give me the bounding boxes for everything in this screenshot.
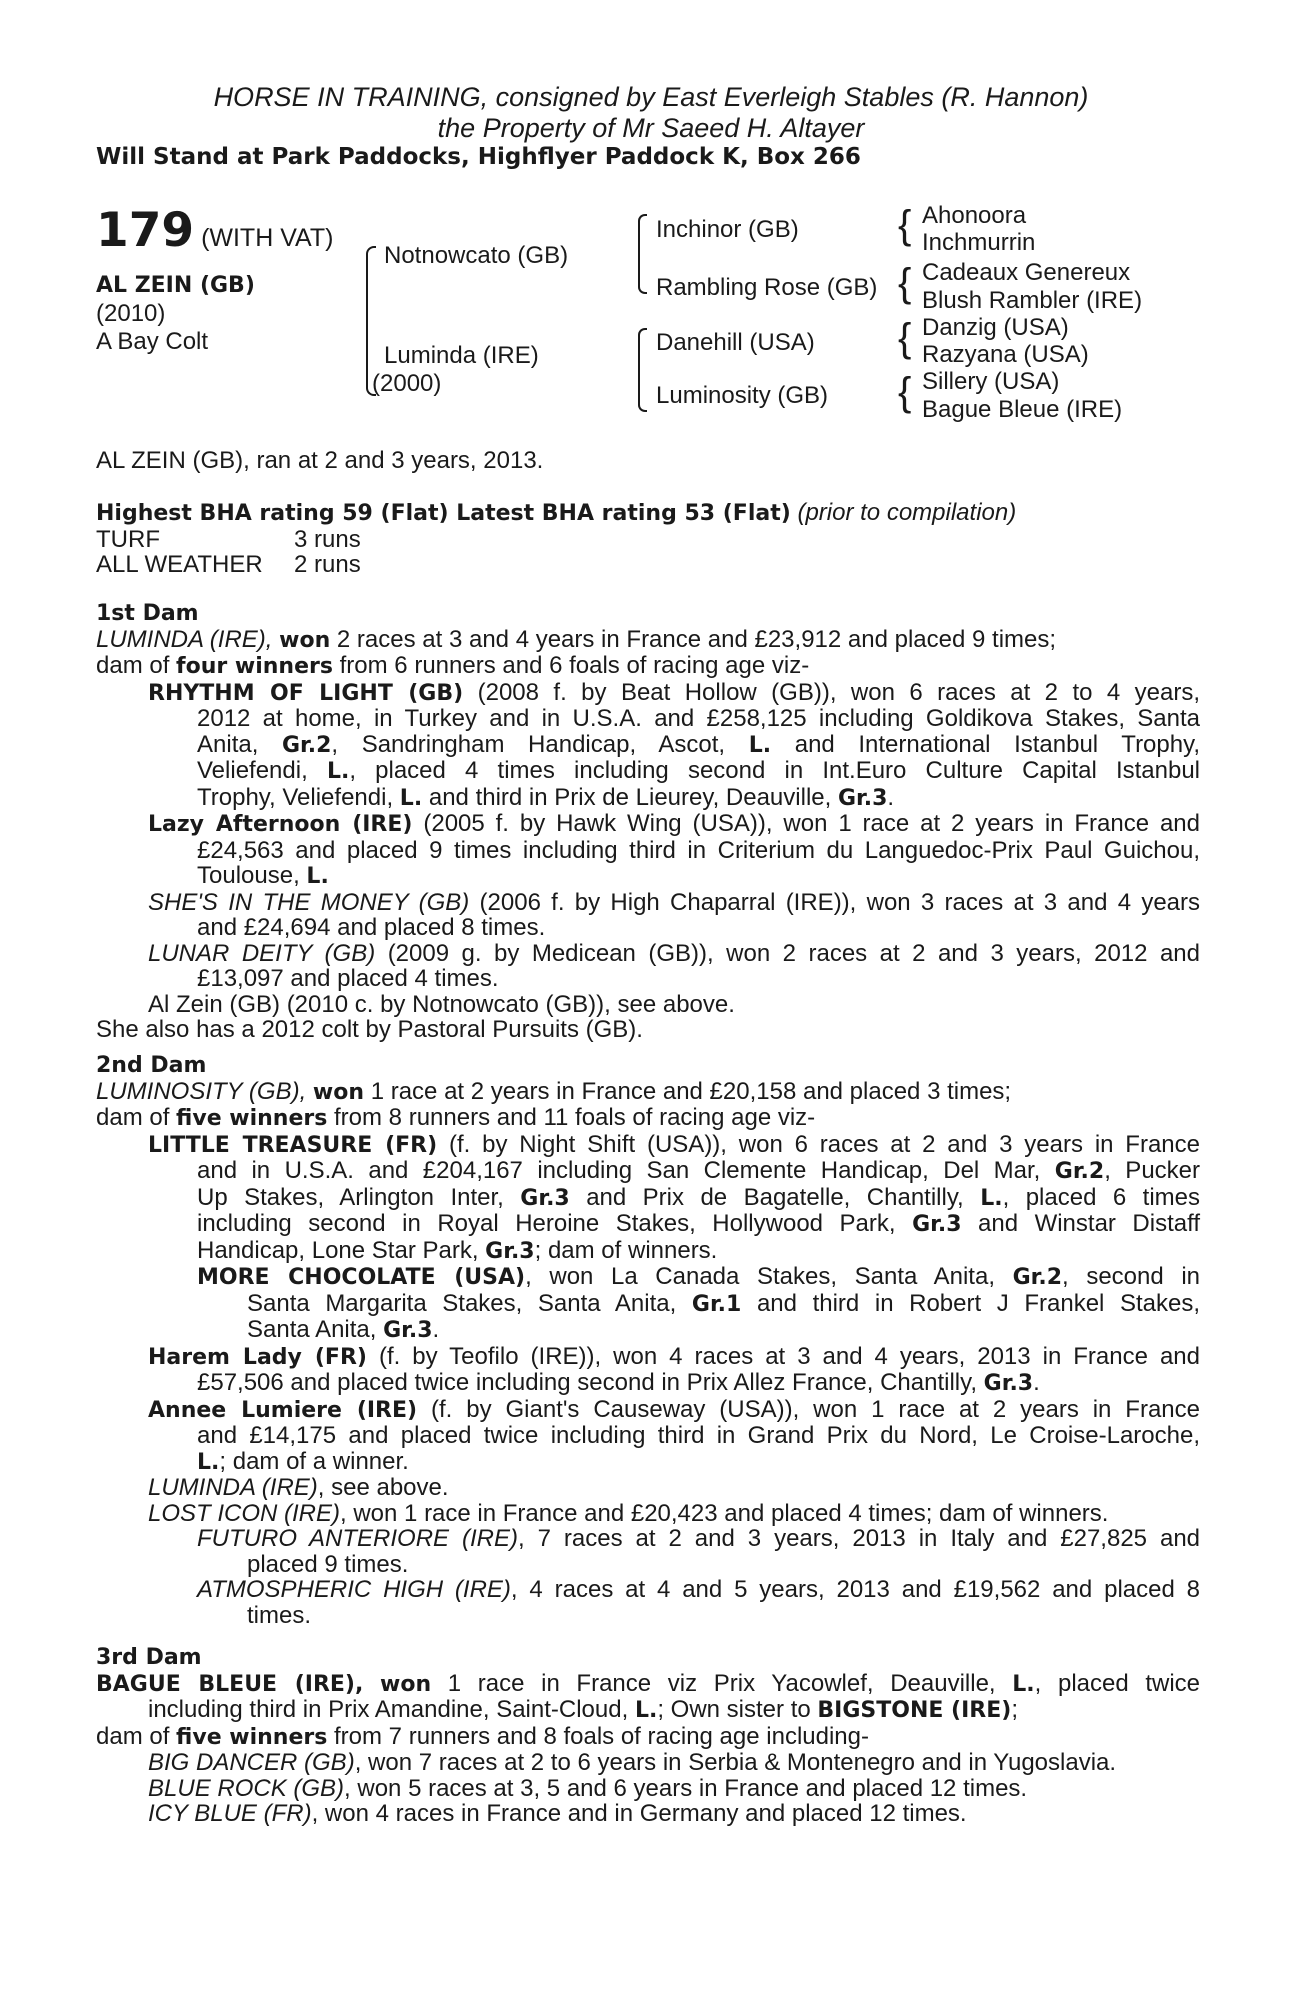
progeny-entry: LOST ICON (IRE), won 1 race in France and £20,423 and placed 4 times; dam of winners. — [148, 1499, 1109, 1527]
progeny-entry: SHE'S IN THE MONEY (GB) (2006 f. by High Chaparral (IRE)), won 3 races at 3 and 4 years — [148, 888, 1201, 916]
pedigree-ggp-2: Inchmurrin — [922, 229, 1036, 256]
ggp-bracket-4: { — [898, 370, 912, 414]
pedigree-ggp-8: Bague Bleue (IRE) — [922, 396, 1123, 423]
pedigree-ggp-5: Danzig (USA) — [922, 314, 1069, 341]
progeny-entry: BIG DANCER (GB), won 7 races at 2 to 6 years in Serbia & Montenegro and in Yugoslavia. — [148, 1749, 1117, 1776]
progeny-entry: RHYTHM OF LIGHT (GB) (2008 f. by Beat Hollow (GB)), won 6 races at 2 to 4 years, — [148, 678, 1201, 706]
ggp-bracket-1: { — [898, 203, 912, 247]
progeny-entry: LUMINDA (IRE), see above. — [148, 1474, 449, 1501]
pedigree-ggp-7: Sillery (USA) — [922, 368, 1060, 395]
progeny-entry: Harem Lady (FR) (f. by Teofilo (IRE)), won 4 races at 3 and 4 years, 2013 in France and — [148, 1342, 1201, 1370]
progeny-entry: Annee Lumiere (IRE) (f. by Giant's Causeway (USA)), won 1 race at 2 years in France — [148, 1395, 1200, 1423]
progeny-entry: MORE CHOCOLATE (USA), won La Canada Stakes, Santa Anita, Gr.2, second in — [197, 1263, 1200, 1290]
progeny-entry: FUTURO ANTERIORE (IRE), 7 races at 2 and 3 years, 2013 in Italy and £27,825 and — [197, 1525, 1201, 1552]
pedigree-gp-3: Danehill (USA) — [656, 329, 815, 356]
horse-description: A Bay Colt — [96, 328, 209, 355]
progeny-entry: Lazy Afternoon (IRE) (2005 f. by Hawk Wing (USA)), won 1 race at 2 years in France and — [148, 810, 1201, 837]
ggp-bracket-3: { — [898, 316, 912, 360]
section-heading: 3rd Dam — [96, 1645, 202, 1670]
stand-location: Will Stand at Park Paddocks, Highflyer Paddock K, Box 266 — [96, 144, 861, 170]
section-heading: 2nd Dam — [96, 1053, 207, 1078]
ratings-block — [96, 500, 1200, 578]
pedigree-ggp-3: Cadeaux Genereux — [922, 259, 1131, 286]
dam-parents-bracket — [638, 328, 647, 412]
lot-number: 179 — [96, 203, 195, 258]
sire-parents-bracket — [638, 214, 647, 294]
pedigree-sire: Notnowcato (GB) — [384, 242, 569, 269]
second-dam-section: 2nd Dam LUMINOSITY (GB), won 1 race at 2 years in France and £20,158 and placed 3 times; dam of five winners from 8 runners and 11 foals of racing age viz- LITTLE TREASURE (FR) (f. by Night Shift (USA)), won 6 races at 2 and 3 years in France and in U.S.A. and £204,167 including San Clemente Handicap, Del Mar, Gr.2, Pucker Up Stakes, Arlington Inter, Gr.3 and Prix de Bagatelle, Chantilly, L., placed 6 times including second in Royal Heroine Stakes, Hollywood Park, Gr.3 and Winstar Distaff Handicap, Lone Star Park, Gr.3; dam of winners. MORE CHOCOLATE (USA), won La Canada Stakes, Santa Anita, Gr.2, second in Santa Margarita Stakes, Santa Anita, Gr.1 and third in Robert J Frankel Stakes, Santa Anita, Gr.3. Harem Lady (FR) (f. by Teofilo (IRE)), won 4 races at 3 and 4 years, 2013 in France and £57,506 and placed twice including second in Prix Allez France, Chantilly, Gr.3. Annee Lumiere (IRE) (f. by Giant's Causeway (USA)), won 1 race at 2 years in France and £14,175 and placed twice including third in Grand Prix du Nord, Le Croise-Laroche, L.; dam of a winner. LUMINDA (IRE), see above. LOST ICON (IRE), won 1 race in France and £20,423 and placed 4 times; dam of winners. FUTURO ANTERIORE (IRE), 7 races at 2 and 3 years, 2013 in Italy and £27,825 and placed 9 times. ATMOSPHERIC HIGH (IRE), 4 races at 4 and 5 years, 2013 and £19,562 and placed 8 times. — [96, 1053, 1201, 1629]
turf-runs: TURF 3 runs — [96, 525, 361, 553]
progeny-entry: BLUE ROCK (GB), won 5 races at 3, 5 and 6 years in France and placed 12 times. — [148, 1774, 1028, 1802]
pedigree-ggp-1: Ahonoora — [922, 202, 1027, 229]
ratings-line: Highest BHA rating 59 (Flat) Latest BHA rating 53 (Flat) (prior to compilation) — [96, 499, 1017, 526]
pedigree-dam-year: (2000) — [372, 370, 442, 397]
horse-info — [96, 272, 255, 356]
lot-number-row — [96, 203, 334, 263]
progeny-entry: ICY BLUE (FR), won 4 races in France and in Germany and placed 12 times. — [148, 1800, 967, 1827]
horse-name: AL ZEIN (GB) — [96, 273, 255, 298]
owner-line: the Property of Mr Saeed H. Altayer — [437, 113, 865, 143]
pedigree-dam: Luminda (IRE) — [384, 342, 539, 369]
ggp-bracket-2: { — [898, 261, 912, 305]
progeny-entry: LITTLE TREASURE (FR) (f. by Night Shift (USA)), won 6 races at 2 and 3 years in France — [148, 1130, 1201, 1158]
pedigree-gp-2: Rambling Rose (GB) — [656, 274, 878, 301]
progeny-entry: Al Zein (GB) (2010 c. by Notnowcato (GB)), see above. — [148, 990, 735, 1018]
pedigree-gp-4: Luminosity (GB) — [656, 382, 829, 409]
horse-year: (2010) — [96, 300, 166, 327]
pedigree-ggp-4: Blush Rambler (IRE) — [922, 287, 1143, 314]
progeny-entry: LUNAR DEITY (GB) (2009 g. by Medicean (GB)), won 2 races at 2 and 3 years, 2012 and — [148, 939, 1201, 967]
section-heading: 1st Dam — [96, 601, 199, 626]
pedigree-gp-1: Inchinor (GB) — [656, 216, 799, 243]
race-summary: AL ZEIN (GB), ran at 2 and 3 years, 2013. — [96, 447, 544, 474]
vat-note: (WITH VAT) — [201, 224, 334, 252]
pedigree-ggp-6: Razyana (USA) — [922, 341, 1089, 368]
third-dam-section: 3rd Dam BAGUE BLEUE (IRE), won 1 race in France viz Prix Yacowlef, Deauville, L., placed twice including third in Prix Amandine, Saint-Cloud, L.; Own sister to BIGSTONE (IRE); dam of five winners from 7 runners and 8 foals of racing age including- BIG DANCER (GB), won 7 races at 2 to 6 years in Serbia & Montenegro and in Yugoslavia. BLUE ROCK (GB), won 5 races at 3, 5 and 6 years in France and placed 12 times. ICY BLUE (FR), won 4 races in France and in Germany and placed 12 times. — [96, 1645, 1201, 1827]
consignor-line: HORSE IN TRAINING, consigned by East Everleigh Stables (R. Hannon) — [213, 82, 1089, 112]
progeny-entry: ATMOSPHERIC HIGH (IRE), 4 races at 4 and 5 years, 2013 and £19,562 and placed 8 — [197, 1576, 1201, 1603]
all-weather-runs: ALL WEATHER 2 runs — [96, 551, 361, 578]
first-dam-section: 1st Dam LUMINDA (IRE), won 2 races at 3 and 4 years in France and £23,912 and placed 9 times; dam of four winners from 6 runners and 6 foals of racing age viz- RHYTHM OF LIGHT (GB) (2008 f. by Beat Hollow (GB)), won 6 races at 2 to 4 years, 2012 at home, in Turkey and in U.S.A. and £258,125 including Goldikova Stakes, Santa Anita, Gr.2, Sandringham Handicap, Ascot, L. and International Istanbul Trophy, Veliefendi, L., placed 4 times including second in Int.Euro Culture Capital Istanbul Trophy, Veliefendi, L. and third in Prix de Lieurey, Deauville, Gr.3. Lazy Afternoon (IRE) (2005 f. by Hawk Wing (USA)), won 1 race at 2 years in France and £24,563 and placed 9 times including third in Criterium du Languedoc-Prix Paul Guichou, Toulouse, L. SHE'S IN THE MONEY (GB) (2006 f. by High Chaparral (IRE)), won 3 races at 3 and 4 years and £24,694 and placed 8 times. LUNAR DEITY (GB) (2009 g. by Medicean (GB)), won 2 races at 2 and 3 years, 2012 and £13,097 and placed 4 times. Al Zein (GB) (2010 c. by Notnowcato (GB)), see above. She also has a 2012 colt by Pastoral Pursuits (GB). — [96, 601, 1201, 1043]
